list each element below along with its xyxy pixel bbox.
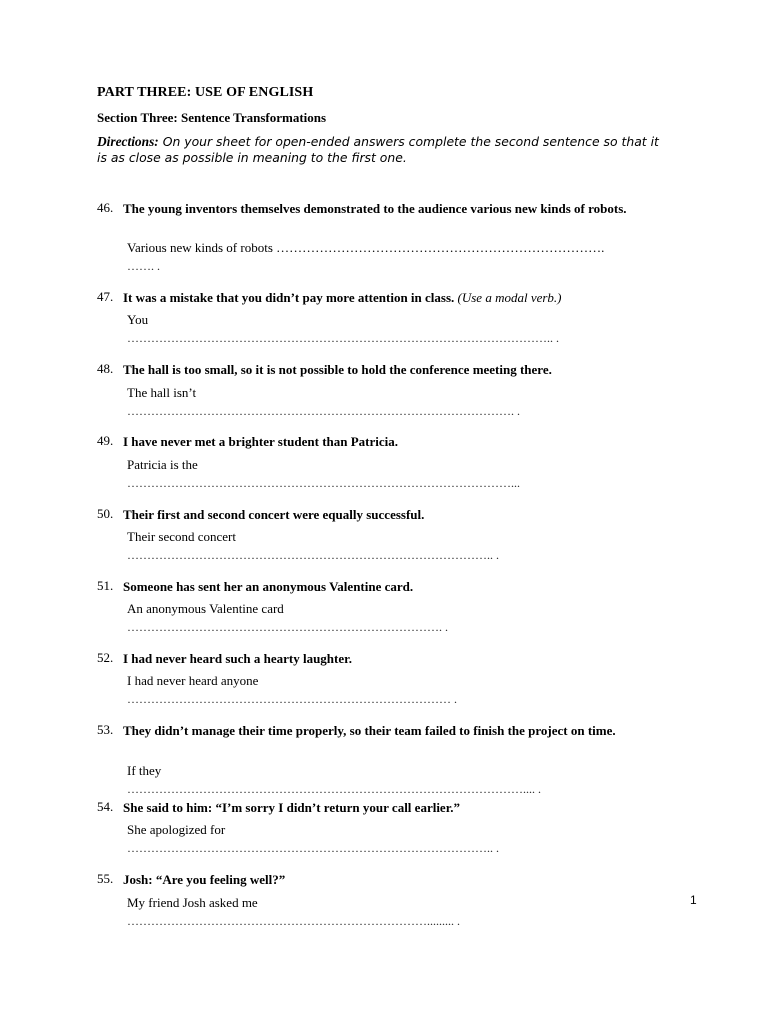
answer-prompt: An anonymous Valentine card	[127, 601, 284, 616]
answer-line[interactable]: ……. .	[127, 259, 160, 273]
question-number: 53.	[97, 722, 114, 737]
answer-prompt: She apologized for	[127, 822, 226, 837]
answer-prompt: The hall isn’t	[127, 385, 197, 400]
question-sentence: Someone has sent her an anonymous Valentine card.	[123, 579, 414, 594]
question-number: 50.	[97, 506, 114, 521]
answer-line[interactable]: ……………………………………………………………………… .	[127, 692, 457, 706]
answer-prompt: Their second concert	[127, 529, 237, 544]
question-number: 51.	[97, 578, 114, 593]
question-number: 49.	[97, 433, 114, 448]
question-sentence: They didn’t manage their time properly, so their team failed to finish the project on time.	[123, 723, 616, 738]
answer-prompt: You	[127, 312, 149, 327]
part-title: PART THREE: USE OF ENGLISH	[97, 85, 314, 100]
directions-text: On your sheet for open-ended answers complete the second sentence so that it is as close as possible in meaning to the first one.	[97, 134, 659, 165]
question-sentence: Their first and second concert were equally successful.	[123, 507, 425, 522]
question-number: 46.	[97, 200, 114, 215]
answer-prompt: My friend Josh asked me	[127, 895, 258, 910]
question-sentence: She said to him: “I’m sorry I didn’t return your call earlier.”	[123, 800, 461, 815]
question-hint: (Use a modal verb.)	[457, 290, 562, 305]
answer-prompt: Various new kinds of robots ………………………………………………………………….	[127, 240, 605, 255]
question-number: 55.	[97, 871, 114, 886]
answer-line[interactable]: ……………………………………………………………………………………….... .	[127, 782, 541, 796]
directions	[97, 134, 672, 166]
question-sentence: I have never met a brighter student than Patricia.	[123, 434, 399, 449]
answer-line[interactable]: …………………………………………………………………......... .	[127, 914, 460, 928]
answer-line[interactable]: ……………………………………………………………………………….. .	[127, 841, 499, 855]
answer-line[interactable]: ……………………………………………………………………………………. .	[127, 404, 520, 418]
answer-line[interactable]: ……………………………………………………………………. .	[127, 620, 448, 634]
question-text: It was a mistake that you didn’t pay more attention in class.	[123, 290, 455, 305]
question-number: 47.	[97, 289, 114, 304]
question-number: 52.	[97, 650, 114, 665]
section-title: Section Three: Sentence Transformations	[97, 110, 327, 125]
answer-prompt: I had never heard anyone	[127, 673, 259, 688]
question-sentence: I had never heard such a hearty laughter.	[123, 651, 352, 666]
answer-prompt: Patricia is the	[127, 457, 198, 472]
page-number: 1	[690, 893, 697, 907]
question-number: 54.	[97, 799, 114, 814]
question-number: 48.	[97, 361, 114, 376]
answer-line[interactable]: ……………………………………………………………………………….. .	[127, 548, 499, 562]
question-sentence: Josh: “Are you feeling well?”	[123, 872, 286, 887]
answer-prompt: If they	[127, 763, 162, 778]
question-sentence: The hall is too small, so it is not possible to hold the conference meeting there.	[123, 362, 552, 377]
answer-line[interactable]: …………………………………………………………………………………………….. .	[127, 331, 559, 345]
answer-line[interactable]: ……………………………………………………………………………………...	[127, 476, 520, 490]
question-sentence: The young inventors themselves demonstrated to the audience various new kinds of robots.	[123, 201, 627, 216]
question-sentence	[123, 289, 643, 306]
directions-label: Directions:	[97, 134, 159, 149]
